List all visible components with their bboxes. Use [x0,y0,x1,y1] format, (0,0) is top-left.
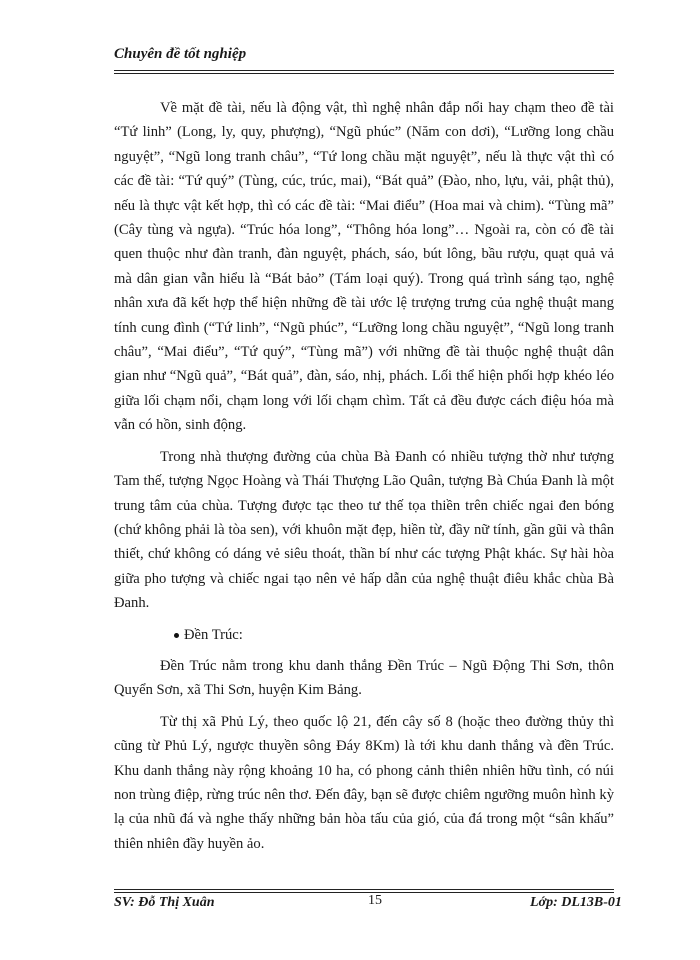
footer-page-number: 15 [368,893,382,908]
paragraph-location: Đền Trúc nằm trong khu danh thắng Đền Trúc – Ngũ Động Thi Sơn, thôn Quyển Sơn, xã Thi Sơn, huyện Kim Bảng. [114,657,614,699]
paragraph-statues: Trong nhà thượng đường của chùa Bà Đanh có nhiều tượng thờ như tượng Tam thế, tượng Ngọc Hoàng và Thái Thượng Lão Quân, tượng Bà Chúa Đanh là một trung tâm của chùa. Tượng được tạc theo tư thế tọa thiền trên chiếc ngai đen bóng (chứ không phải là tòa sen), với khuôn mặt đẹp, hiền từ, đầy nữ tính, gần gũi và thân thiết, chứ không có dáng vẻ siêu thoát, thần bí như các tượng Phật khác. Sự hài hòa giữa pho tượng và chiếc ngai tạo nên vẻ hấp dẫn của nghệ thuật điêu khắc chùa Bà Đanh. [114,448,614,612]
header-divider [114,70,614,74]
bullet-heading: Đền Trúc: [184,626,243,643]
paragraph-directions: Từ thị xã Phủ Lý, theo quốc lộ 21, đến cây số 8 (hoặc theo đường thủy thì cũng từ Phủ Lý, ngược thuyền sông Đáy 8Km) là tới khu danh thắng và đền Trúc. Khu danh thắng này rộng khoảng 10 ha, có phong cảnh thiên nhiên hữu tình, có núi non trùng điệp, rừng trúc nên thơ. Đến đây, bạn sẽ được chiêm ngưỡng muôn hình kỳ lạ của nhũ đá và nghe thấy những bản hòa tấu của gió, của đá trong một “sân khấu” thiên nhiên đầy huyền ảo. [114,713,614,852]
footer-divider [114,889,614,893]
page-header-title: Chuyên đề tốt nghiệp [114,46,247,62]
footer-student-name: SV: Đỗ Thị Xuân [114,895,215,910]
bullet-dot-icon [174,633,179,638]
document-body [114,96,614,856]
footer-class-code: Lớp: DL13B-01 [530,895,622,910]
bullet-item-den-truc [114,623,614,647]
paragraph-themes: Về mặt đề tài, nếu là động vật, thì nghệ nhân đắp nổi hay chạm theo đề tài “Tứ linh” (Long, ly, quy, phượng), “Ngũ phúc” (Năm con dơi), “Lưỡng long chầu nguyệt”, “Ngũ long tranh châu”, “Tứ long chầu mặt nguyệt”, nếu là thực vật thì có các đề tài: “Tứ quý” (Tùng, cúc, trúc, mai), “Bát quả” (Đào, nho, lựu, vải, phật thủ), nếu là thực vật kết hợp, thì có các đề tài: “Mai điểu” (Hoa mai và chim). “Tùng mã” (Cây tùng và ngựa). “Trúc hóa long”, “Thông hóa long”… Ngoài ra, còn có đề tài quen thuộc như đàn tranh, đàn nguyệt, phách, sáo, bút lông, bầu rượu, quạt quả vả mà dân gian vẫn hiểu là “Bát bảo” (Tám loại quý). Trong quá trình sáng tạo, nghệ nhân xưa đã kết hợp thể hiện những đề tài ước lệ trượng trưng của nghệ thuật mang tính cung đình (“Tứ linh”, “Ngũ phúc”, “Lưỡng long chầu nguyệt”, “Ngũ long tranh châu”, “Mai điểu”, “Tứ quý”, “Tùng mã”) với những đề tài thuộc nghệ thuật dân gian như “Ngũ quả”, “Bát quả”, đàn, sáo, nhị, phách. Lối thể hiện phối hợp khéo léo giữa lối chạm nổi, chạm long với lối chạm chìm. Tất cả đều được cách điệu hóa mà vẫn có hồn, sinh động. [114,100,614,434]
